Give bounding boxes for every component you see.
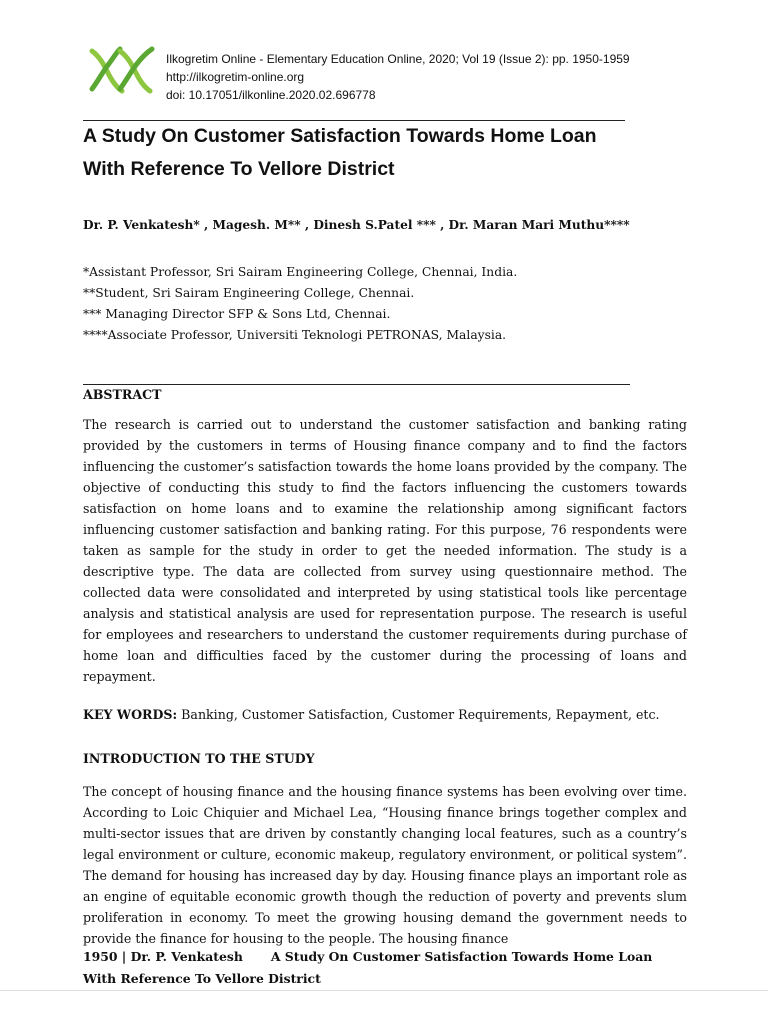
affiliations xyxy=(83,262,517,346)
footer-running-title: A Study On Customer Satisfaction Towards Home Loan xyxy=(270,949,653,964)
introduction-heading: INTRODUCTION TO THE STUDY xyxy=(83,751,315,766)
abstract-divider xyxy=(83,384,630,385)
affiliation-2: **Student, Sri Sairam Engineering College, Chennai. xyxy=(83,286,415,300)
keywords-text: Banking, Customer Satisfaction, Customer Requirements, Repayment, etc. xyxy=(177,707,660,722)
footer-divider xyxy=(0,990,768,991)
journal-logo-icon xyxy=(86,43,156,95)
keywords-label: KEY WORDS: xyxy=(83,707,178,722)
affiliation-3: *** Managing Director SFP & Sons Ltd, Chennai. xyxy=(83,307,391,321)
journal-doi: doi: 10.17051/ilkonline.2020.02.696778 xyxy=(166,88,376,102)
journal-url[interactable]: http://ilkogretim-online.org xyxy=(166,70,305,84)
journal-info xyxy=(166,50,630,104)
paper-title: A Study On Customer Satisfaction Towards Home Loan With Reference To Vellore District xyxy=(83,125,597,180)
abstract-heading: ABSTRACT xyxy=(83,387,162,402)
abstract-text: The research is carried out to understand the customer satisfaction and banking rating provided by the customers in terms of Housing finance company and to find the factors influencing the customer’s satisfaction towards the home loans provided by the company. The objective of conducting this study to find the factors influencing the customers towards satisfaction on home loans and to examine the relationship among significant factors influencing customer satisfaction and banking rating. For this purpose, 76 respondents were taken as sample for the study in order to get the needed information. The study is a descriptive type. The data are collected from survey using questionnaire method. The collected data were consolidated and interpreted by using statistical tools like percentage analysis and statistical analysis are used for representation purpose. The research is useful for employees and researchers to understand the customer requirements during purchase of home loan and difficulties faced by the customer during the processing of loans and repayment. xyxy=(83,417,687,684)
footer-page-author: 1950 | Dr. P. Venkatesh xyxy=(83,949,243,964)
journal-citation: Ilkogretim Online - Elementary Education Online, 2020; Vol 19 (Issue 2): pp. 1950-1959 xyxy=(166,52,630,66)
affiliation-1: *Assistant Professor, Sri Sairam Engineering College, Chennai, India. xyxy=(83,265,518,279)
introduction-text: The concept of housing finance and the housing finance systems has been evolving over time. According to Loic Chiquier and Michael Lea, “Housing finance brings together complex and multi-sector issues that are driven by constantly changing local features, such as a country’s legal environment or culture, economic makeup, regulatory environment, or political system”. The demand for housing has increased day by day. Housing finance plays an important role as an engine of equitable economic growth though the reduction of poverty and prevents slum proliferation in economy. To meet the growing housing demand the government needs to provide the finance for housing to the people. The housing finance xyxy=(83,784,687,946)
keywords xyxy=(83,707,660,722)
page-footer xyxy=(83,946,652,990)
author-list: Dr. P. Venkatesh* , Magesh. M** , Dinesh S.Patel *** , Dr. Maran Mari Muthu**** xyxy=(83,218,630,232)
footer-running-title-cont: With Reference To Vellore District xyxy=(83,971,321,986)
affiliation-4: ****Associate Professor, Universiti Teknologi PETRONAS, Malaysia. xyxy=(83,328,507,342)
